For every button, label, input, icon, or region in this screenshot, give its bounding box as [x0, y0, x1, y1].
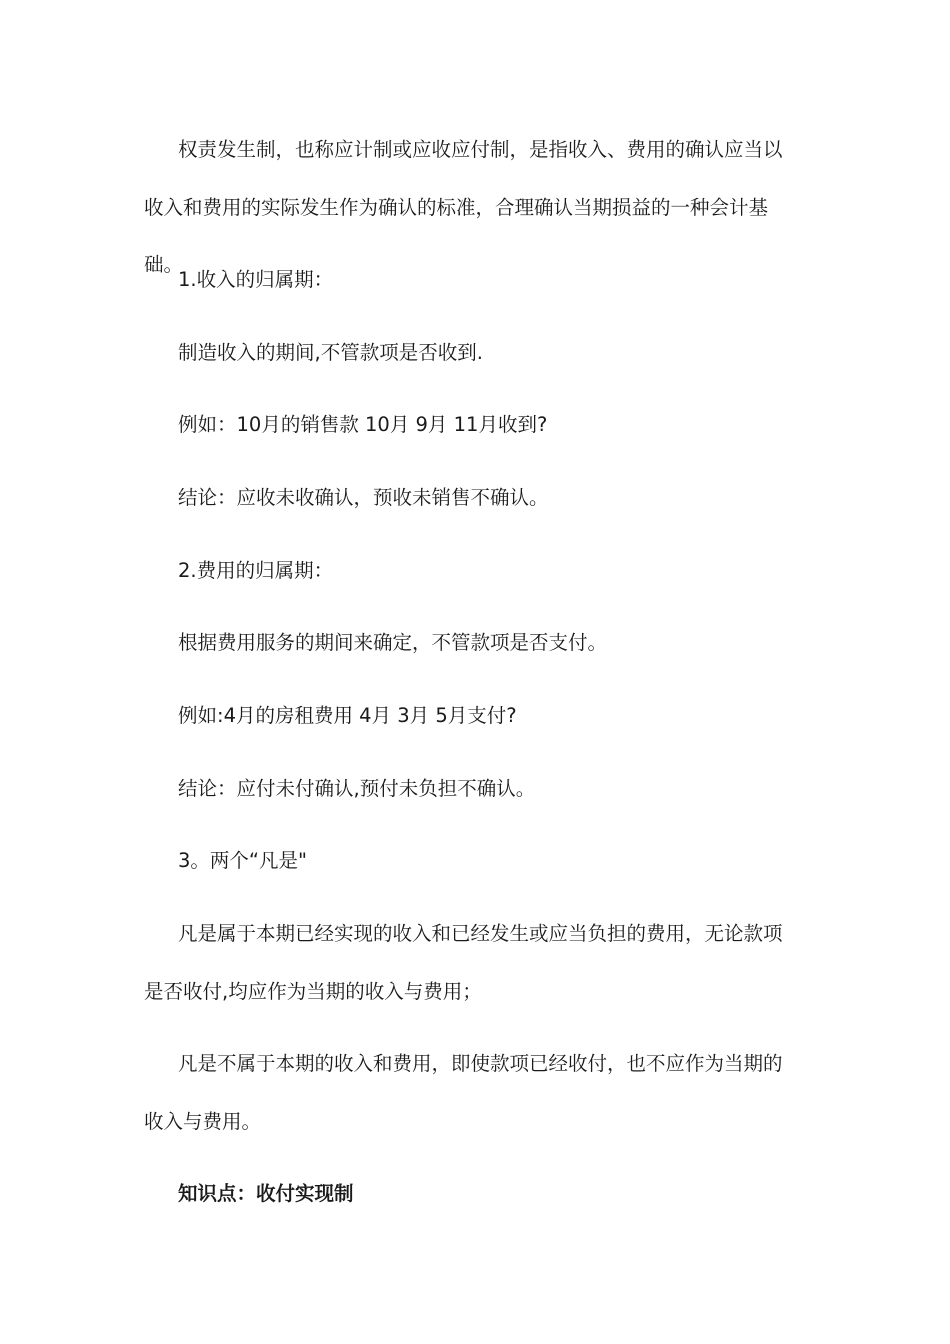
heading-expense-period: 2.费用的归属期： [178, 559, 334, 582]
paragraph-whenever-not-belongs: 凡是不属于本期的收入和费用，即使款项已经收付，也不应作为当期的收入与费用。 [144, 1052, 783, 1133]
paragraph-expense-conclusion: 结论：应付未付确认,预付未负担不确认。 [178, 777, 536, 800]
paragraph-revenue-conclusion: 结论：应收未收确认，预收未销售不确认。 [178, 486, 549, 509]
heading-revenue-period: 1.收入的归属期： [178, 268, 334, 291]
paragraph-whenever-belongs: 凡是属于本期已经实现的收入和已经发生或应当负担的费用，无论款项是否收付,均应作为当期的收入与费用； [144, 922, 783, 1003]
paragraph-expense-example: 例如:4月的房租费用 4月 3月 5月支付? [178, 704, 517, 727]
paragraph-revenue-example: 例如：10月的销售款 10月 9月 11月收到? [178, 413, 548, 436]
heading-two-whenever: 3。两个“凡是" [178, 849, 307, 872]
heading-cash-basis-knowledge-point: 知识点：收付实现制 [178, 1182, 354, 1205]
paragraph-revenue-period: 制造收入的期间,不管款项是否收到. [178, 341, 483, 364]
paragraph-accrual-definition: 权责发生制，也称应计制或应收应付制，是指收入、费用的确认应当以收入和费用的实际发生作为确认的标准，合理确认当期损益的一种会计基础。 [144, 138, 783, 276]
paragraph-expense-period: 根据费用服务的期间来确定，不管款项是否支付。 [178, 631, 608, 654]
